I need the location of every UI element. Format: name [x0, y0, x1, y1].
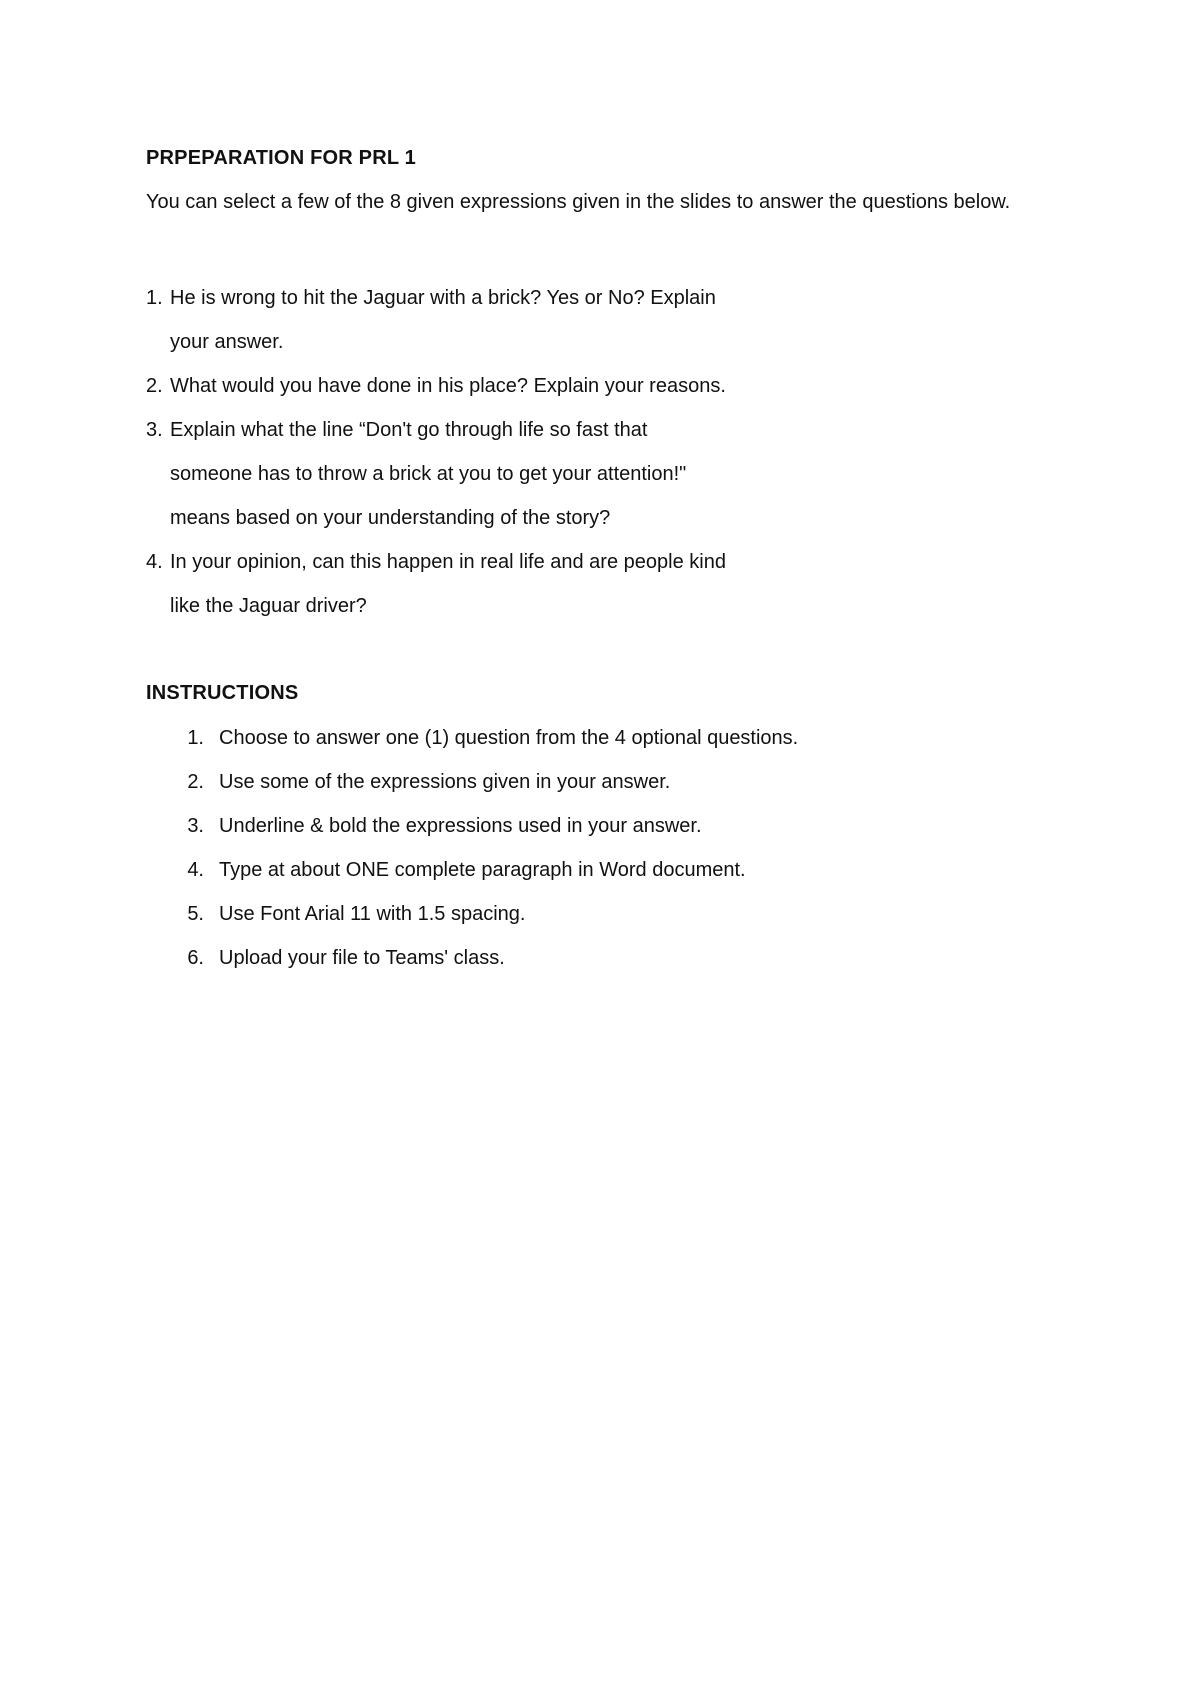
intro-paragraph: You can select a few of the 8 given expressions given in the slides to answer the questions below.: [146, 191, 1011, 213]
question-line: like the Jaguar driver?: [170, 595, 367, 617]
instruction-number: 2.: [187, 771, 204, 793]
question-line: Explain what the line “Don't go through life so fast that: [170, 419, 648, 441]
question-line: your answer.: [170, 331, 284, 353]
instruction-number: 4.: [187, 859, 204, 881]
instruction-number: 5.: [187, 903, 204, 925]
question-line: What would you have done in his place? Explain your reasons.: [170, 375, 726, 397]
instruction-text: Use Font Arial 11 with 1.5 spacing.: [219, 903, 526, 925]
question-line: means based on your understanding of the story?: [170, 507, 611, 529]
page-title: PRPEPARATION FOR PRL 1: [146, 147, 416, 169]
question-number: 4.: [146, 551, 163, 573]
instruction-text: Upload your file to Teams' class.: [219, 947, 505, 969]
instruction-text: Use some of the expressions given in your answer.: [219, 771, 671, 793]
instructions-heading: INSTRUCTIONS: [146, 682, 299, 704]
instruction-text: Choose to answer one (1) question from the 4 optional questions.: [219, 727, 799, 749]
instruction-number: 6.: [187, 947, 204, 969]
question-number: 3.: [146, 419, 163, 441]
instruction-number: 3.: [187, 815, 204, 837]
question-line: In your opinion, can this happen in real life and are people kind: [170, 551, 726, 573]
instruction-text: Type at about ONE complete paragraph in Word document.: [219, 859, 746, 881]
question-line: someone has to throw a brick at you to get your attention!": [170, 463, 687, 485]
question-number: 1.: [146, 287, 163, 309]
question-number: 2.: [146, 375, 163, 397]
instruction-number: 1.: [187, 727, 204, 749]
instruction-text: Underline & bold the expressions used in your answer.: [219, 815, 702, 837]
question-line: He is wrong to hit the Jaguar with a brick? Yes or No? Explain: [170, 287, 716, 309]
